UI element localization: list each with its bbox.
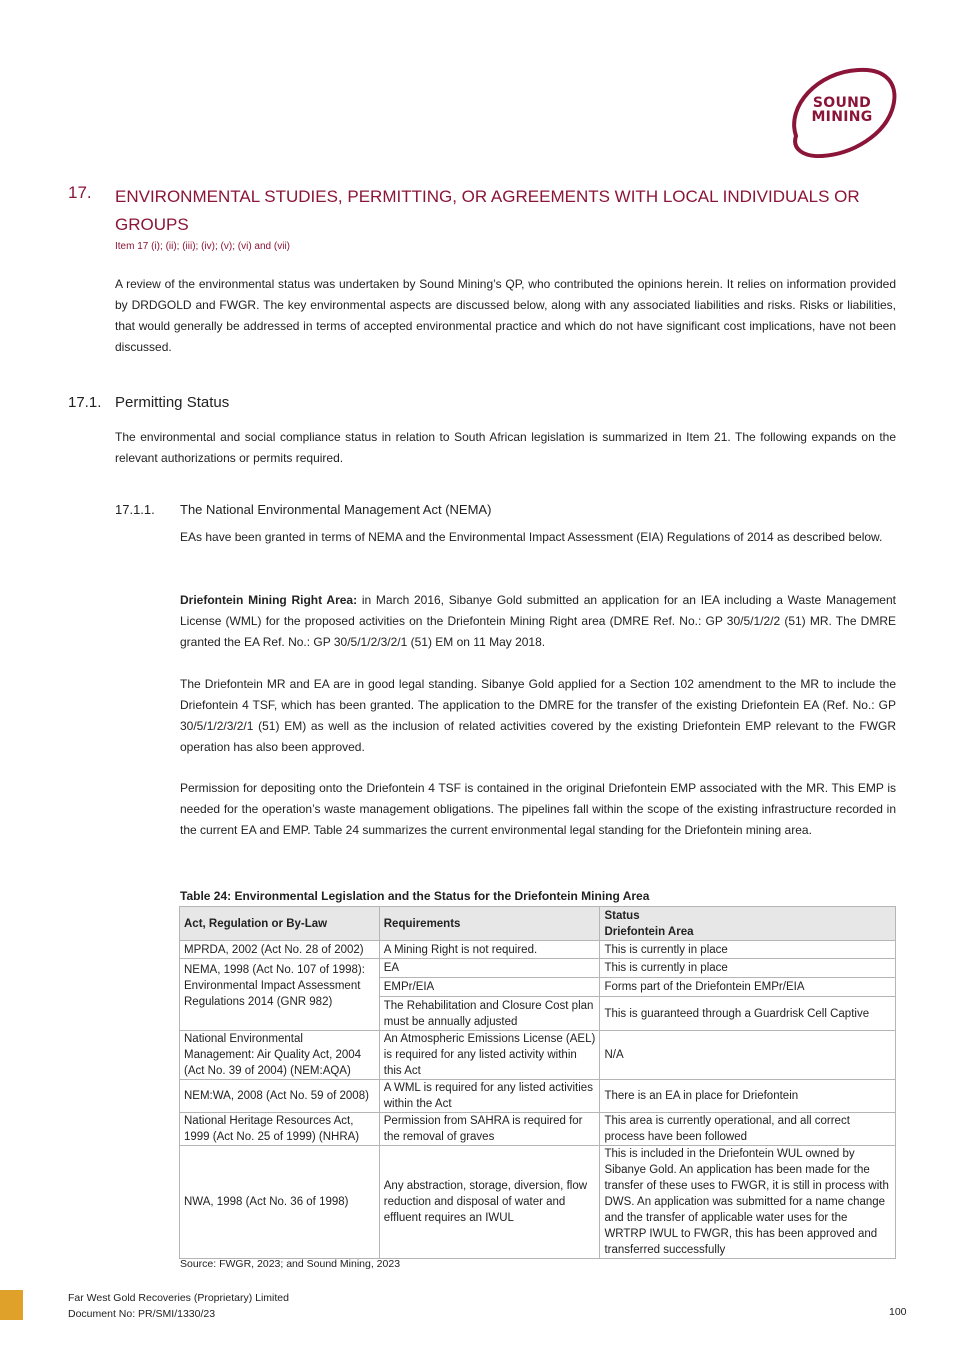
- driefontein-right-text: in March 2016, Sibanye Gold submitted an application for an IEA including a Waste Management License (WML) for the proposed activities on the Driefontein Mining Right area (DMRE Ref. No.: GP 30/5/1/2/2 (51) MR. The DMRE granted the EA Ref. No.: GP 30/5/1/2/3/2/1 (51) EM on 11 May 2018.: [180, 593, 896, 649]
- table-row: [180, 959, 896, 978]
- section-17-number: 17.: [68, 183, 92, 202]
- table-caption: Table 24: Environmental Legislation and the Status for the Driefontein Mining Area: [180, 889, 650, 903]
- header-status: [600, 907, 896, 941]
- cell-act: National Environmental Management: Air Quality Act, 2004 (Act No. 39 of 2004) (NEM:AQA): [180, 1031, 380, 1080]
- section-17-1-title: Permitting Status: [115, 394, 230, 411]
- table-row: [180, 1031, 896, 1080]
- cell-requirement: A Mining Right is not required.: [379, 941, 600, 959]
- cell-requirement: EA: [379, 959, 600, 978]
- table-source: Source: FWGR, 2023; and Sound Mining, 2023: [180, 1258, 401, 1270]
- cell-status: There is an EA in place for Driefontein: [600, 1080, 896, 1113]
- table-header-row: [180, 907, 896, 941]
- cell-act: MPRDA, 2002 (Act No. 28 of 2002): [180, 941, 380, 959]
- header-status-line1: Status: [604, 909, 640, 922]
- header-act: Act, Regulation or By-Law: [180, 907, 380, 941]
- header-requirements: Requirements: [379, 907, 600, 941]
- section-17-1-1-title: The National Environmental Management Act (NEMA): [180, 502, 492, 517]
- nema-paragraph-4: Permission for depositing onto the Driefontein 4 TSF is contained in the original Driefontein EMP associated with the MR. This EMP is needed for the operation’s waste management obligations. The pipelines fall within the scope of the existing infrastructure recorded in the current EA and EMP. Table 24 summarizes the current environmental legal standing for the Driefontein mining area.: [180, 781, 896, 837]
- cell-requirement: Any abstraction, storage, diversion, flow reduction and disposal of water and effluent requires an IWUL: [379, 1146, 600, 1259]
- cell-act: NWA, 1998 (Act No. 36 of 1998): [180, 1146, 380, 1259]
- section-17-1-number: 17.1.: [68, 394, 102, 411]
- section-17-1-paragraph: The environmental and social compliance status in relation to South African legislation is summarized in Item 21. The following expands on the relevant authorizations or permits required.: [115, 430, 896, 465]
- section-17-title: ENVIRONMENTAL STUDIES, PERMITTING, OR AGREEMENTS WITH LOCAL INDIVIDUALS OR GROUPS: [115, 187, 860, 234]
- header-status-line2: Driefontein Area: [604, 925, 694, 938]
- sound-mining-logo: [788, 66, 900, 158]
- cell-status: This area is currently operational, and all correct process have been followed: [600, 1113, 896, 1146]
- cell-status: Forms part of the Driefontein EMPr/EIA: [600, 978, 896, 997]
- environmental-legislation-table: [179, 906, 896, 1259]
- driefontein-right-label: Driefontein Mining Right Area:: [180, 593, 358, 607]
- table-row: [180, 1146, 896, 1259]
- cell-act: NEMA, 1998 (Act No. 107 of 1998): Environmental Impact Assessment Regulations 2014 (GNR 982): [180, 959, 380, 1031]
- cell-requirement: A WML is required for any listed activities within the Act: [379, 1080, 600, 1113]
- cell-requirement: Permission from SAHRA is required for the removal of graves: [379, 1113, 600, 1146]
- page-number: 100: [889, 1306, 907, 1318]
- intro-paragraph: A review of the environmental status was undertaken by Sound Mining’s QP, who contributed the opinions herein. It relies on information provided by DRDGOLD and FWGR. The key environmental aspects are discussed below, along with any associated liabilities and risks. Risks or liabilities, that would generally be addressed in terms of accepted environmental practice and which do not have significant cost implications, have not been discussed.: [115, 277, 896, 354]
- nema-paragraph-1: EAs have been granted in terms of NEMA and the Environmental Impact Assessment (EIA) Regulations of 2014 as described below.: [180, 530, 883, 544]
- cell-requirement: EMPr/EIA: [379, 978, 600, 997]
- footer-document-number: Document No: PR/SMI/1330/23: [68, 1308, 216, 1320]
- cell-status: This is currently in place: [600, 941, 896, 959]
- logo-line-2: MINING: [811, 109, 873, 125]
- cell-requirement: An Atmospheric Emissions License (AEL) is required for any listed activity within this Act: [379, 1031, 600, 1080]
- table-row: [180, 1080, 896, 1113]
- table-row: [180, 941, 896, 959]
- table-row: [180, 1113, 896, 1146]
- cell-act: NEM:WA, 2008 (Act No. 59 of 2008): [180, 1080, 380, 1113]
- nema-paragraph-2: [180, 590, 896, 653]
- logo-line-1: SOUND: [812, 95, 872, 111]
- footer-company: Far West Gold Recoveries (Proprietary) Limited: [68, 1292, 289, 1304]
- cell-requirement: The Rehabilitation and Closure Cost plan must be annually adjusted: [379, 997, 600, 1031]
- cell-act: National Heritage Resources Act, 1999 (Act No. 25 of 1999) (NHRA): [180, 1113, 380, 1146]
- footer-color-mark: [0, 1290, 23, 1320]
- item-reference: Item 17 (i); (ii); (iii); (iv); (v); (vi) and (vii): [115, 241, 290, 252]
- nema-paragraph-3: The Driefontein MR and EA are in good legal standing. Sibanye Gold applied for a Section 102 amendment to the MR to include the Driefontein 4 TSF, which has been granted. The application to the DMRE for the transfer of the existing Driefontein EA (Ref. No.: GP 30/5/1/2/3/2/1 (51) EM) as well as the inclusion of related activities covered by the existing Driefontein EMP relevant to the FWGR operation has also been approved.: [180, 677, 896, 754]
- cell-status: This is included in the Driefontein WUL owned by Sibanye Gold. An application has been made for the transfer of these uses to FWGR, it is still in process with DWS. An application was submitted for a name change and the transfer of applicable water uses for the WRTRP IWUL to FWGR, this has been approved and transferred successfully: [600, 1146, 896, 1259]
- cell-status: This is guaranteed through a Guardrisk Cell Captive: [600, 997, 896, 1031]
- cell-status: N/A: [600, 1031, 896, 1080]
- section-17-1-1-number: 17.1.1.: [115, 502, 155, 517]
- cell-status: This is currently in place: [600, 959, 896, 978]
